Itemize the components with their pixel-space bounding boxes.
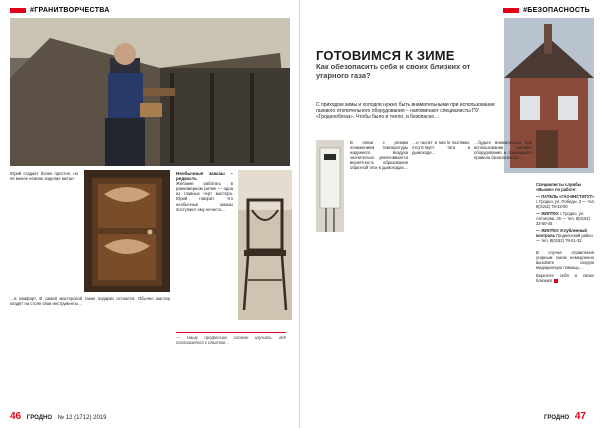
right-folio bbox=[544, 411, 590, 422]
right-page bbox=[300, 0, 600, 428]
contact-label-2: — ЖИЛТЕХ bbox=[536, 211, 559, 216]
article-column-3: …будьте внимательны при использовании газового оборудования и соблюдайте правила безопасности… bbox=[474, 140, 532, 161]
left-page-number: 46 bbox=[10, 411, 22, 422]
contact-value-2: г. Гродно, ул. Антонова, 45 — тел. 8(0152) 33-50-45 bbox=[536, 211, 590, 226]
article-column-4: В случае отравления угарным газом немедленно вызовите скорую медицинскую помощь… Берегите себя и своих близких! bbox=[536, 250, 594, 284]
contact-label-0: Специалисты службы «Вызов» по работе: bbox=[536, 182, 582, 192]
left-folio-issue: № 12 (1712) 2019 bbox=[57, 415, 107, 421]
contact-value-1: г. Гродно, ул. Победы, 3 — тел. 8(0152) 79-33-80 bbox=[536, 199, 595, 209]
article-ending: Берегите себя и своих близких! bbox=[536, 273, 594, 284]
left-quote: — Нашу профессию сложно изучить, всё постигается с опытом… bbox=[176, 332, 286, 395]
chair-photo-graphic bbox=[238, 170, 292, 320]
workshop-photo-graphic bbox=[10, 18, 290, 166]
left-rubric: #ГРАНИТВОРЧЕСТВА bbox=[10, 7, 110, 14]
contact-label-3: — ЖИЛТЕХ Углубленный контроль bbox=[536, 228, 587, 238]
boiler-photo bbox=[316, 140, 344, 232]
left-caption: Юрий создаёт более простое, но не менее нежное изделие метал- bbox=[10, 171, 78, 182]
contacts-box bbox=[536, 182, 596, 245]
rubric-bar bbox=[10, 8, 26, 13]
right-folio-title: ГРОДНО bbox=[544, 415, 570, 421]
rubric-bar bbox=[503, 8, 519, 13]
contact-label-1: — ПАТЕЛЬ «ГАЗ-ИНСТИТУТ» bbox=[536, 194, 595, 199]
end-mark-icon bbox=[554, 279, 558, 283]
left-folio bbox=[10, 411, 106, 422]
article-lead: С приходом зимы и холодов нужно быть внимательными при использовании газового отопительного оборудования – напоминают специалисты ПУ «Гроднооблгаз». Чтобы было и тепло, и безопасно… bbox=[316, 102, 495, 121]
chair-photo bbox=[238, 170, 292, 320]
article-headline: ГОТОВИМСЯ К ЗИМЕ bbox=[316, 48, 455, 63]
left-body-text: …в комфорт. В самой мастерской такие подарки остаются. Обычно мастер кладёт на столе свои инструменты… bbox=[10, 296, 170, 307]
inset-text: Желание работать в равномерном ритме — одна из главных черт мастера. Юрий говорит, что необычные заказы поступают ему нечасто… bbox=[176, 181, 233, 212]
door-photo-graphic bbox=[84, 170, 170, 292]
article-column-2: …и гаснет в месте вытяжки, отсутствует тяга в дымоходе… bbox=[412, 140, 470, 156]
boiler-photo-graphic bbox=[316, 140, 344, 232]
contact-value-3: Гродненский район — тел. 8(0152) 79-01-32 bbox=[536, 233, 593, 243]
right-rubric: #БЕЗОПАСНОСТЬ bbox=[503, 7, 590, 14]
workshop-photo bbox=[10, 18, 290, 166]
article-subhead: Как обезопасить себя и своих близких от угарного газа? bbox=[316, 62, 471, 80]
article-column-1: В связи с резким понижением температуры наружного воздуха значительно увеличивается вероятность образования обратной тяги в дымоходах… bbox=[350, 140, 408, 171]
inset-title: Необычные заказы – редкость bbox=[176, 171, 233, 182]
left-folio-title: ГРОДНО bbox=[26, 415, 52, 421]
door-photo bbox=[84, 170, 170, 292]
right-page-number: 47 bbox=[574, 411, 586, 422]
